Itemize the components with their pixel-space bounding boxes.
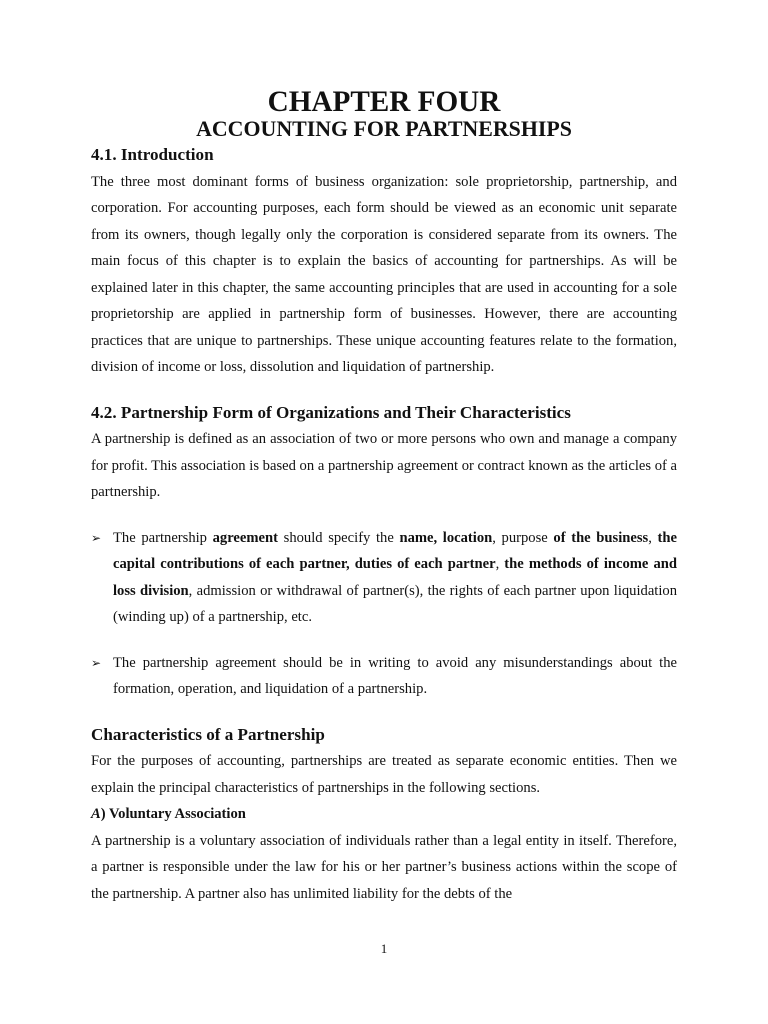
document-page <box>91 86 678 907</box>
bullet-text: should specify the <box>278 529 400 546</box>
spacer <box>91 381 677 400</box>
bullet-item-agreement-contents <box>91 525 677 631</box>
bullet-item-written-agreement <box>91 650 677 703</box>
arrow-bullet-icon: ➢ <box>91 655 102 670</box>
voluntary-association-paragraph: A partnership is a voluntary association of individuals rather than a legal entity in itself. Therefore, a partner is responsible under the law for his or her partner’s business actions within the scope of the partnership. A partner also has unlimited liability for the debts of the <box>91 832 677 902</box>
characteristics-heading: Characteristics of a Partnership <box>91 724 325 744</box>
arrow-bullet-icon: ➢ <box>91 530 102 545</box>
bullet-text: , purpose <box>492 529 554 546</box>
bullet-text: , <box>495 556 505 572</box>
chapter-label: CHAPTER FOUR <box>267 86 501 118</box>
bullet-bold-text: agreement <box>212 529 278 546</box>
characteristics-paragraph: For the purposes of accounting, partnerships are treated as separate economic entities. Then we explain the principal characteristics of partnerships in the following sections. <box>91 753 677 796</box>
intro-heading: 4.1. Introduction <box>91 145 214 164</box>
heading-letter: A <box>91 806 101 822</box>
bullet-text: , <box>648 529 658 546</box>
bullet-bold-text: name, location <box>399 529 493 546</box>
page-number: 1 <box>380 941 388 956</box>
bullet-text: The partnership agreement should be in writing to avoid any misunderstandings about the formation, operation, and liquidation of a partnership. <box>113 654 677 697</box>
chapter-title: ACCOUNTING FOR PARTNERSHIPS <box>196 115 572 141</box>
spacer <box>91 506 677 525</box>
spacer <box>91 703 677 722</box>
spacer <box>91 631 677 650</box>
intro-paragraph: The three most dominant forms of business organization: sole proprietorship, partnership, and corporation. For accounting purposes, each form should be viewed as an economic unit separate from its owners, though legally only the corporation is considered separate from its owners. The main focus of this chapter is to explain the basics of accounting for partnerships. As will be explained later in this chapter, the same accounting principles that are used in accounting for a sole proprietorship are applied in partnership form of businesses. However, there are accounting practices that are unique to partnerships. These unique accounting features relate to the formation, division of income or loss, dissolution and liquidation of partnership. <box>91 173 677 375</box>
voluntary-association-heading <box>91 801 677 828</box>
bullet-bold-text: of the business <box>553 529 649 546</box>
heading-text: ) Voluntary Association <box>100 806 246 822</box>
bullet-bold-text: the methods of income and loss division <box>113 556 678 599</box>
bullet-text: The partnership <box>113 529 213 546</box>
section-4-2-paragraph: A partnership is defined as an association of two or more persons who own and manage a company for profit. This association is based on a partnership agreement or contract known as the articles of a partnership. <box>91 431 677 500</box>
bullet-text: , admission or withdrawal of partner(s), the rights of each partner upon liquidation (winding up) of a partnership, etc. <box>113 582 677 625</box>
agreement-bullet-list <box>91 525 677 703</box>
bullet-bold-text: the capital contributions of each partner, duties of each partner <box>113 529 677 572</box>
section-4-2-heading: 4.2. Partnership Form of Organizations and Their Characteristics <box>91 402 571 422</box>
